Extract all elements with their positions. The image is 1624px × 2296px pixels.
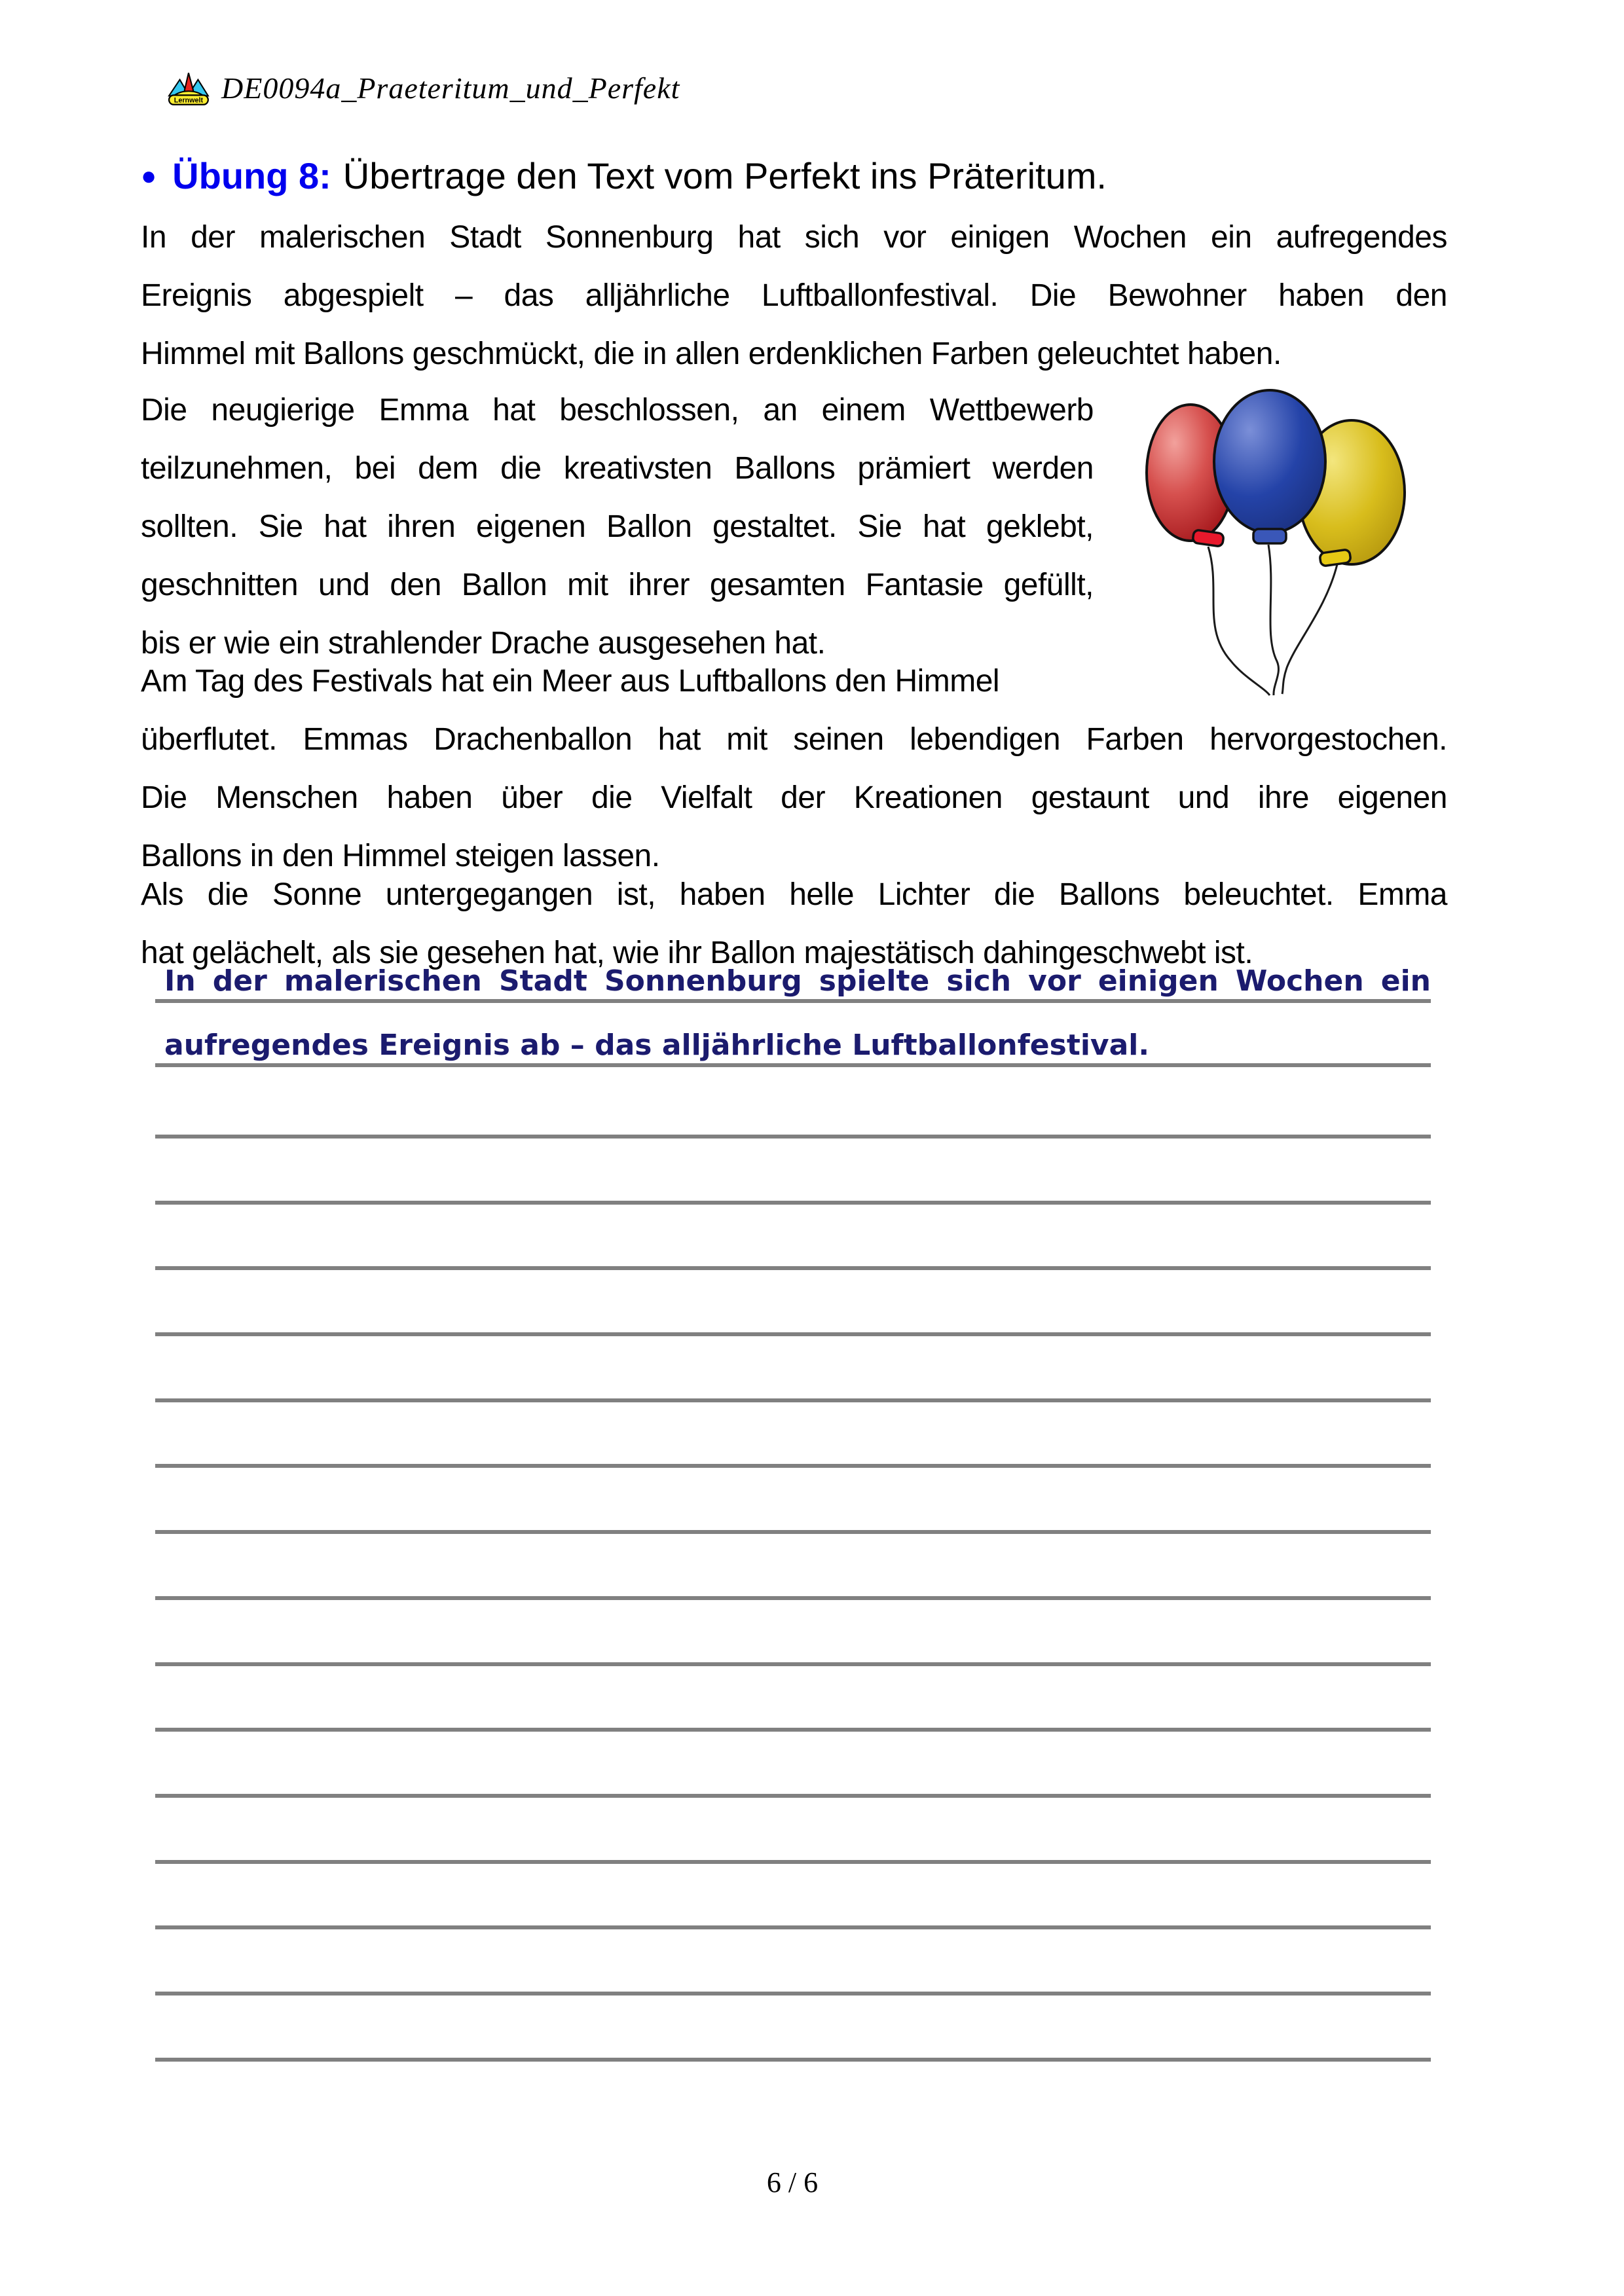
page-footer (0, 2166, 1624, 2199)
answer-ruled-line (155, 1992, 1431, 1995)
answer-ruled-line (155, 1266, 1431, 1270)
paragraph-line: Als die Sonne untergegangen ist, haben helle Lichter die Ballons beleuchtet. Emma (141, 877, 1447, 912)
exercise-label: Übung 8: (172, 155, 331, 196)
paragraph-line: hat gelächelt, als sie gesehen hat, wie ihr Ballon majestätisch dahingeschwebt ist. (141, 936, 1253, 970)
paragraph-line: geschnitten und den Ballon mit ihrer gesamten Fantasie gefüllt, (141, 568, 1094, 602)
paragraph-line: Ereignis abgespielt – das alljährliche Luftballonfestival. Die Bewohner haben den (141, 278, 1447, 313)
answer-ruled-line (155, 1530, 1431, 1534)
paragraph-line: Am Tag des Festivals hat ein Meer aus Luftballons den Himmel (141, 664, 1000, 699)
answer-ruled-line (155, 1135, 1431, 1139)
answer-ruled-line (155, 1596, 1431, 1600)
paragraph-line: sollten. Sie hat ihren eigenen Ballon gestaltet. Sie hat geklebt, (141, 509, 1094, 544)
paragraph-line: bis er wie ein strahlender Drache ausgesehen hat. (141, 626, 826, 661)
bullet-icon: ● (141, 162, 157, 191)
balloon-red-neck (1192, 530, 1224, 547)
exercise-instruction: Übertrage den Text vom Perfekt ins Präteritum. (342, 155, 1107, 196)
balloon-yellow-neck (1320, 549, 1351, 566)
balloon-blue-neck (1253, 529, 1286, 543)
answer-ruled-line (155, 1860, 1431, 1864)
answer-ruled-line (155, 1398, 1431, 1402)
answer-blank-lines (155, 1135, 1431, 2062)
lernwelt-logo (168, 69, 212, 106)
exercise-line (141, 153, 1450, 199)
answer-ruled-line (155, 1925, 1431, 1929)
logo-text: Lernwelt (174, 96, 204, 105)
paragraph-line: teilzunehmen, bei dem die kreativsten Ballons prämiert werden (141, 451, 1094, 486)
answer-ruled-line (155, 1662, 1431, 1666)
page-title: DE0094a_Praeteritum_und_Perfekt (221, 71, 680, 105)
answer-ruled-line (155, 1794, 1431, 1798)
answer-ruled-line (155, 1201, 1431, 1205)
paragraph-line: Ballons in den Himmel steigen lassen. (141, 839, 660, 873)
paragraph-line: Die Menschen haben über die Vielfalt der Kreationen gestaunt und ihre eigenen (141, 780, 1447, 815)
paragraph-line: Die neugierige Emma hat beschlossen, an einem Wettbewerb (141, 393, 1094, 428)
page-number: 6 / 6 (766, 2166, 819, 2198)
answer-handwritten-line-1: In der malerischen Stadt Sonnenburg spielte sich vor einigen Wochen ein (155, 962, 1431, 1003)
balloon-blue (1214, 390, 1325, 533)
paragraph-line: In der malerischen Stadt Sonnenburg hat sich vor einigen Wochen ein aufregendes (141, 220, 1447, 255)
paragraph-2 (141, 381, 1094, 672)
answer-handwritten-line-2: aufregendes Ereignis ab – das alljährliche Luftballonfestival. (155, 1027, 1431, 1067)
answer-ruled-line (155, 1332, 1431, 1336)
answer-ruled-line (155, 1464, 1431, 1468)
paragraph-3 (141, 652, 1447, 885)
answer-ruled-line (155, 2058, 1431, 2062)
paragraph-line: Himmel mit Ballons geschmückt, die in allen erdenklichen Farben geleuchtet haben. (141, 337, 1282, 371)
paragraph-line: überflutet. Emmas Drachenballon hat mit seinen lebendigen Farben hervorgestochen. (141, 722, 1447, 757)
answer-ruled-line (155, 1728, 1431, 1732)
